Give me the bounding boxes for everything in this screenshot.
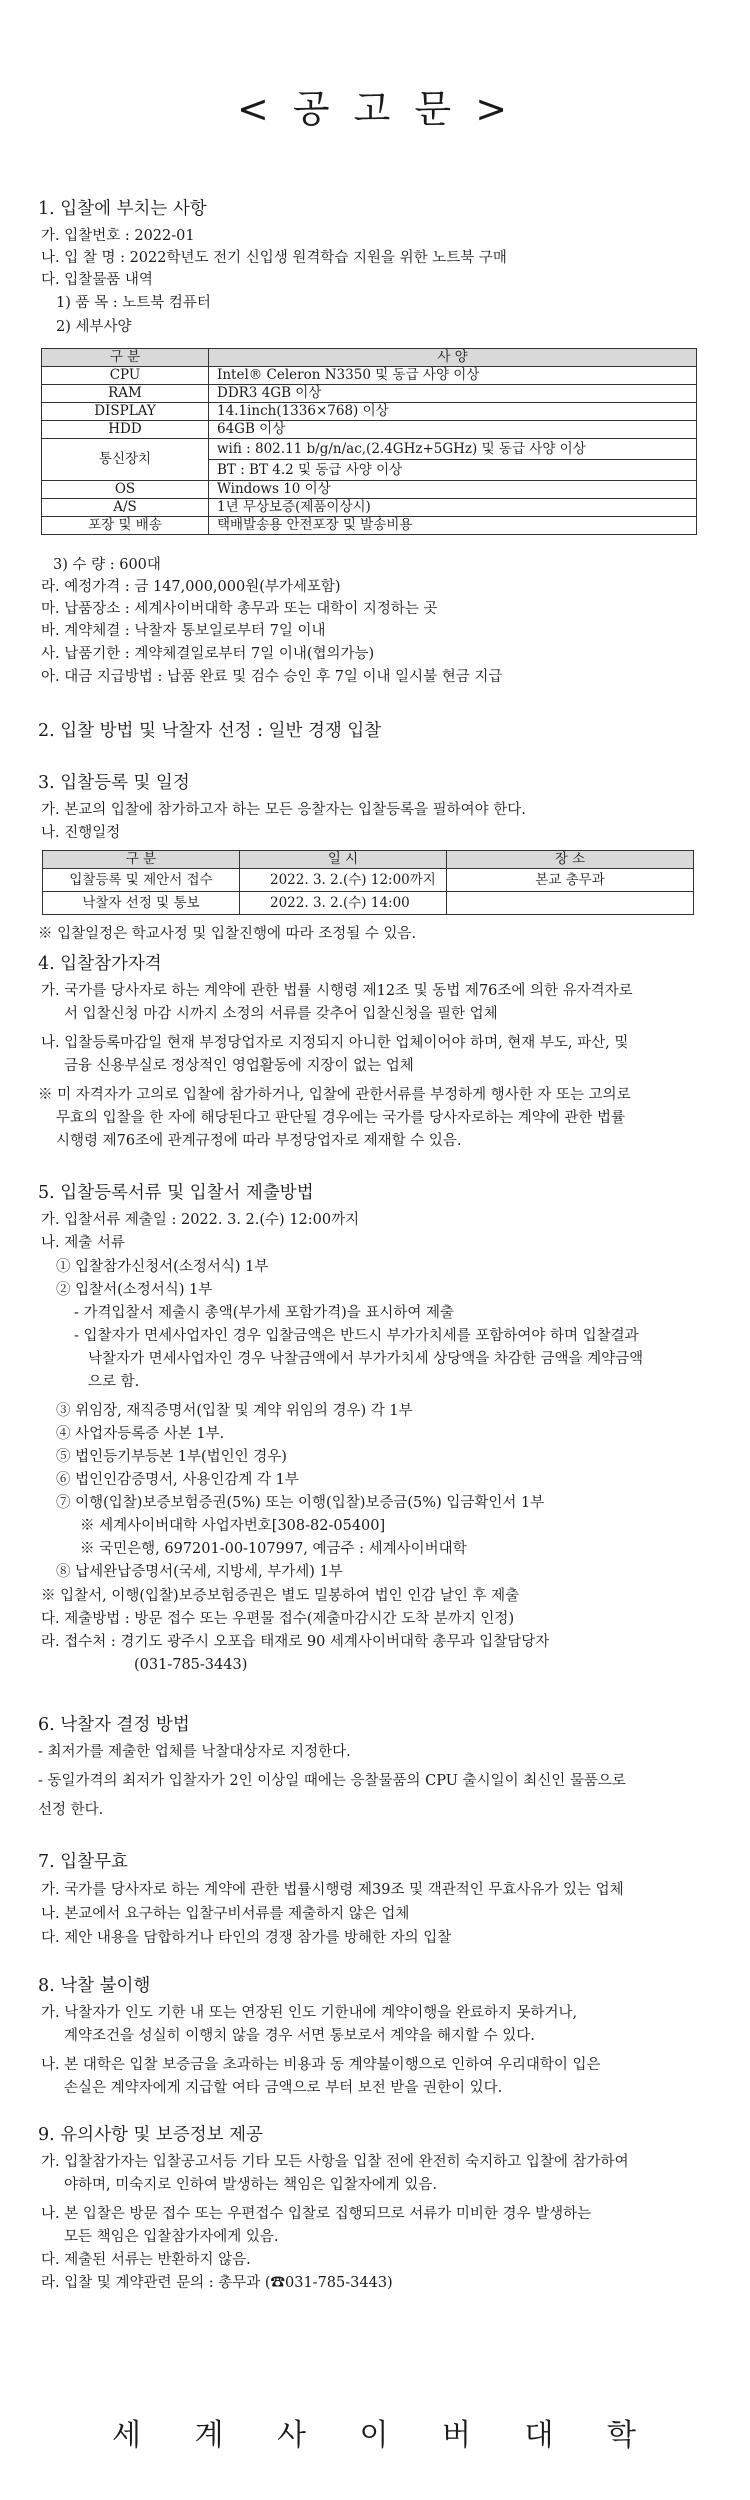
submission-line: 낙찰자가 면세사업자인 경우 낙찰금액에서 부가가치세 상당액을 차감한 금액을 계약금액 — [88, 1351, 644, 1367]
notes-line: 야하며, 미숙지로 인하여 발생하는 책임은 입찰자에게 있음. — [64, 2177, 438, 2193]
submission-line: - 가격입찰서 제출시 총액(부가세 포함가격)을 표시하여 제출 — [74, 1305, 455, 1321]
qualification-line: 시행령 제76조에 관계규정에 따라 부정당업자로 제재할 수 있음. — [56, 1133, 462, 1149]
schedule-place — [447, 892, 694, 915]
spec-row — [42, 385, 697, 403]
bid-items-label: 다. 입찰물품 내역 — [41, 272, 153, 288]
university-name: 세 계 사 이 버 대 학 — [111, 2418, 639, 2453]
delivery-deadline: 사. 납품기한 : 계약체결일로부터 7일 이내(협의가능) — [41, 646, 375, 662]
estimated-price: 라. 예정가격 : 금 147,000,000원(부가세포함) — [41, 579, 341, 595]
spec-value: 64GB 이상 — [209, 421, 697, 439]
selection-line: 선정 한다. — [38, 1802, 104, 1818]
schedule-place: 본교 총무과 — [447, 869, 694, 892]
spec-key: A/S — [42, 499, 209, 517]
submission-line: ⑦ 이행(입찰)보증보험증권(5%) 또는 이행(입찰)보증금(5%) 입금확인서 1부 — [56, 1495, 545, 1511]
bid-name: 나. 입 찰 명 : 2022학년도 전기 신입생 원격학습 지원을 위한 노트북 구매 — [41, 250, 507, 266]
quantity: 3) 수 량 : 600대 — [53, 557, 161, 573]
selection-line: - 동일가격의 최저가 입찰자가 2인 이상일 때에는 응찰물품의 CPU 출시일이 최신인 물품으로 — [38, 1773, 626, 1789]
spec-value: 1년 무상보증(제품이상시) — [209, 499, 697, 517]
qualification-line: 금융 신용부실로 정상적인 영업활동에 지장이 없는 업체 — [64, 1058, 414, 1074]
spec-value: Intel® Celeron N3350 및 동급 사양 이상 — [209, 367, 697, 385]
spec-key: DISPLAY — [42, 403, 209, 421]
spec-value: DDR3 4GB 이상 — [209, 385, 697, 403]
spec-value: Windows 10 이상 — [209, 481, 697, 499]
invalid-bid-line: 가. 국가를 당사자로 하는 계약에 관한 법률시행령 제39조 및 객관적인 무효사유가 있는 업체 — [41, 1882, 624, 1898]
schedule-table — [42, 850, 694, 915]
item-name: 1) 품 목 : 노트북 컴퓨터 — [56, 295, 211, 311]
spec-value: 택배발송용 안전포장 및 발송비용 — [209, 517, 697, 535]
invalid-bid-line: 다. 제안 내용을 담합하거나 타인의 경쟁 참가를 방해한 자의 입찰 — [41, 1930, 452, 1946]
schedule-header-category: 구 분 — [43, 851, 240, 869]
notes-line: 나. 본 입찰은 방문 접수 또는 우편접수 입찰로 집행되므로 서류가 미비한 경우 발생하는 — [41, 2206, 592, 2222]
spec-row — [42, 421, 697, 439]
spec-key: RAM — [42, 385, 209, 403]
spec-value: wifi : 802.11 b/g/n/ac,(2.4GHz+5GHz) 및 동급 사양 이상 — [209, 439, 697, 460]
section-8-heading: 8. 낙찰 불이행 — [38, 1976, 151, 1996]
submission-line: ④ 사업자등록증 사본 1부. — [56, 1426, 225, 1442]
qualification-line: 무효의 입찰을 한 자에 해당된다고 판단될 경우에는 국가를 당사자로하는 계약에 관한 법률 — [56, 1110, 625, 1126]
nonperformance-line: 계약조건을 성실히 이행치 않을 경우 서면 통보로서 계약을 해지할 수 있다. — [64, 2028, 535, 2044]
spec-row — [42, 403, 697, 421]
schedule-row — [43, 869, 694, 892]
nonperformance-line: 가. 낙찰자가 인도 기한 내 또는 연장된 인도 기한내에 계약이행을 완료하지 못하거나, — [41, 2005, 578, 2021]
schedule-header-place: 장 소 — [447, 851, 694, 869]
schedule-label: 나. 진행일정 — [41, 825, 121, 841]
qualification-line: 나. 입찰등록마감일 현재 부정당업자로 지정되지 아니한 업체이어야 하며, 현재 부도, 파산, 및 — [41, 1035, 629, 1051]
spec-row — [42, 499, 697, 517]
spec-key: HDD — [42, 421, 209, 439]
section-7-heading: 7. 입찰무효 — [38, 1852, 128, 1872]
section-3-heading: 3. 입찰등록 및 일정 — [38, 773, 190, 793]
submission-line: 으로 함. — [88, 1374, 140, 1390]
qualification-line: 서 입찰신청 마감 시까지 소정의 서류를 갖추어 입찰신청을 필한 업체 — [64, 1006, 498, 1022]
submission-line: ※ 국민은행, 697201-00-107997, 예금주 : 세계사이버대학 — [80, 1541, 467, 1557]
submission-line: 다. 제출방법 : 방문 접수 또는 우편물 접수(제출마감시간 도착 분까지 인정) — [41, 1611, 515, 1627]
contract-signing: 바. 계약체결 : 낙찰자 통보일로부터 7일 이내 — [41, 623, 326, 639]
submission-line: ※ 세계사이버대학 사업자번호[308-82-05400] — [80, 1518, 386, 1534]
section-1-heading: 1. 입찰에 부치는 사항 — [38, 199, 207, 219]
section-5-heading: 5. 입찰등록서류 및 입찰서 제출방법 — [38, 1183, 314, 1203]
submission-line: ⑧ 납세완납증명서(국세, 지방세, 부가세) 1부 — [56, 1564, 343, 1580]
nonperformance-line: 손실은 계약자에게 지급할 여타 금액으로 부터 보전 받을 권한이 있다. — [64, 2080, 503, 2096]
spec-row — [42, 517, 697, 535]
submission-line: 라. 접수처 : 경기도 광주시 오포읍 태재로 90 세계사이버대학 총무과 입찰담당자 — [41, 1634, 550, 1650]
spec-label: 2) 세부사양 — [56, 319, 132, 335]
spec-row — [42, 481, 697, 499]
spec-header-spec: 사 양 — [209, 349, 697, 367]
submission-line: ※ 입찰서, 이행(입찰)보증보험증권은 별도 밀봉하여 법인 인감 날인 후 제출 — [41, 1588, 520, 1604]
submission-line: ① 입찰참가신청서(소정서식) 1부 — [56, 1259, 269, 1275]
section-2-heading: 2. 입찰 방법 및 낙찰자 선정 : 일반 경쟁 입찰 — [38, 721, 382, 741]
submission-line: 가. 입찰서류 제출일 : 2022. 3. 2.(수) 12:00까지 — [41, 1212, 360, 1228]
qualification-line: ※ 미 자격자가 고의로 입찰에 참가하거나, 입찰에 관한서류를 부정하게 행사한 자 또는 고의로 — [38, 1087, 631, 1103]
spec-key: OS — [42, 481, 209, 499]
submission-line: ⑥ 법인인감증명서, 사용인감계 각 1부 — [56, 1472, 299, 1488]
spec-row — [42, 439, 697, 460]
schedule-datetime: 2022. 3. 2.(수) 12:00까지 — [240, 869, 447, 892]
submission-line: ② 입찰서(소정서식) 1부 — [56, 1282, 213, 1298]
spec-table-header — [42, 349, 697, 367]
selection-line: - 최저가를 제출한 업체를 낙찰대상자로 지정한다. — [38, 1744, 351, 1760]
section-4-heading: 4. 입찰참가자격 — [38, 954, 162, 974]
schedule-table-header — [43, 851, 694, 869]
notes-line: 가. 입찰참가자는 입찰공고서등 기타 모든 사항을 입찰 전에 완전히 숙지하고 입찰에 참가하여 — [41, 2154, 629, 2170]
submission-line: ⑤ 법인등기부등본 1부(법인인 경우) — [56, 1449, 287, 1465]
notes-line: 라. 입찰 및 계약관련 문의 : 총무과 (☎031-785-3443) — [41, 2275, 393, 2291]
registration-note: 가. 본교의 입찰에 참가하고자 하는 모든 응찰자는 입찰등록을 필하여야 한다. — [41, 802, 526, 818]
spec-table — [41, 348, 697, 535]
spec-key: 통신장치 — [42, 439, 209, 481]
delivery-place: 마. 납품장소 : 세계사이버대학 총무과 또는 대학이 지정하는 곳 — [41, 601, 438, 617]
payment-method: 아. 대금 지급방법 : 납품 완료 및 검수 승인 후 7일 이내 일시불 현금 지급 — [41, 669, 503, 685]
page-title: < 공 고 문 > — [236, 87, 514, 131]
section-9-heading: 9. 유의사항 및 보증정보 제공 — [38, 2125, 263, 2145]
section-6-heading: 6. 낙찰자 결정 방법 — [38, 1715, 190, 1735]
submission-line: 나. 제출 서류 — [41, 1235, 125, 1251]
invalid-bid-line: 나. 본교에서 요구하는 입찰구비서류를 제출하지 않은 업체 — [41, 1906, 410, 1922]
notes-line: 모든 책임은 입찰참가자에게 있음. — [64, 2229, 279, 2245]
submission-line: ③ 위임장, 재직증명서(입찰 및 계약 위임의 경우) 각 1부 — [56, 1403, 413, 1419]
schedule-datetime: 2022. 3. 2.(수) 14:00 — [240, 892, 447, 915]
schedule-category: 입찰등록 및 제안서 접수 — [43, 869, 240, 892]
schedule-row — [43, 892, 694, 915]
schedule-note: ※ 입찰일정은 학교사정 및 입찰진행에 따라 조정될 수 있음. — [38, 926, 417, 942]
spec-row — [42, 367, 697, 385]
schedule-category: 낙찰자 선정 및 통보 — [43, 892, 240, 915]
spec-header-category: 구 분 — [42, 349, 209, 367]
spec-value: BT : BT 4.2 및 동급 사양 이상 — [209, 460, 697, 481]
spec-key: CPU — [42, 367, 209, 385]
schedule-header-datetime: 일 시 — [240, 851, 447, 869]
submission-line: (031-785-3443) — [134, 1657, 248, 1673]
bid-number: 가. 입찰번호 : 2022-01 — [41, 228, 195, 244]
qualification-line: 가. 국가를 당사자로 하는 계약에 관한 법률 시행령 제12조 및 동법 제76조에 의한 유자격자로 — [41, 983, 633, 999]
nonperformance-line: 나. 본 대학은 입찰 보증금을 초과하는 비용과 동 계약불이행으로 인하여 우리대학이 입은 — [41, 2057, 601, 2073]
spec-key: 포장 및 배송 — [42, 517, 209, 535]
spec-value: 14.1inch(1336×768) 이상 — [209, 403, 697, 421]
notes-line: 다. 제출된 서류는 반환하지 않음. — [41, 2252, 251, 2268]
submission-line: - 입찰자가 면세사업자인 경우 입찰금액은 반드시 부가가치세를 포함하여야 하며 입찰결과 — [74, 1328, 639, 1344]
